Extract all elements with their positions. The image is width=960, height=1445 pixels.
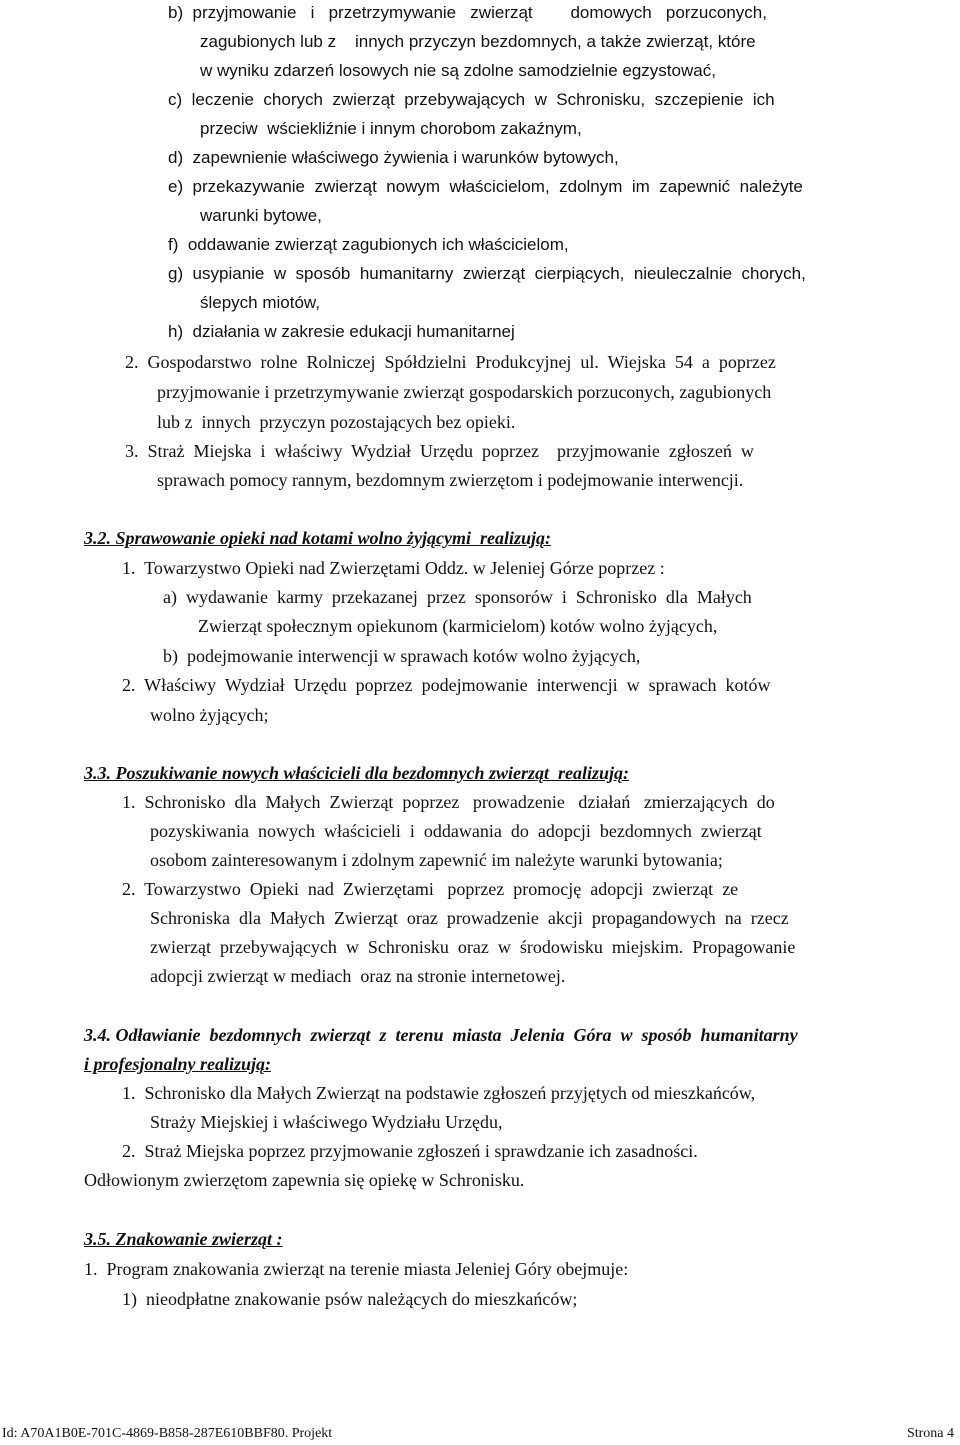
- section-3-5-item-1: 1. Program znakowania zwierząt na terenie miasta Jeleniej Góry obejmuje:: [84, 1259, 629, 1279]
- section-3-3-item-2: 2. Towarzystwo Opieki nad Zwierzętami poprzez promocję adopcji zwierząt ze: [122, 879, 739, 899]
- section-3-3-item-1-cont-1: pozyskiwania nowych właścicieli i oddawania do adopcji bezdomnych zwierząt: [150, 821, 762, 841]
- list-item-f: f) oddawanie zwierząt zagubionych ich właścicielom,: [168, 235, 569, 254]
- section-heading-3-2: 3.2. Sprawowanie opieki nad kotami wolno żyjącymi realizują:: [84, 528, 552, 548]
- paragraph-3: 3. Straż Miejska i właściwy Wydział Urzędu poprzez przyjmowanie zgłoszeń w: [125, 441, 754, 461]
- footer-page-number: Strona 4: [906, 1426, 954, 1441]
- section-3-3-item-1: 1. Schronisko dla Małych Zwierząt poprzez prowadzenie działań zmierzających do: [122, 792, 775, 812]
- section-heading-3-4-cont: i profesjonalny realizują:: [84, 1054, 272, 1074]
- section-3-2-item-2: 2. Właściwy Wydział Urzędu poprzez podejmowanie interwencji w sprawach kotów: [122, 675, 771, 695]
- section-3-2-item-b: b) podejmowanie interwencji w sprawach kotów wolno żyjących,: [163, 646, 641, 666]
- section-3-2-item-1: 1. Towarzystwo Opieki nad Zwierzętami Oddz. w Jeleniej Górze poprzez :: [122, 558, 665, 578]
- section-heading-3-5: 3.5. Znakowanie zwierząt :: [84, 1229, 283, 1249]
- section-3-4-item-1-cont: Straży Miejskiej i właściwego Wydziału Urzędu,: [150, 1112, 503, 1132]
- paragraph-2-cont-2: lub z innych przyczyn pozostających bez opieki.: [157, 412, 516, 432]
- list-item-g-cont: ślepych miotów,: [200, 293, 320, 312]
- list-item-d: d) zapewnienie właściwego żywienia i warunków bytowych,: [168, 148, 619, 167]
- section-heading-3-3: 3.3. Poszukiwanie nowych właścicieli dla bezdomnych zwierząt realizują:: [84, 763, 630, 783]
- section-3-4-item-2: 2. Straż Miejska poprzez przyjmowanie zgłoszeń i sprawdzanie ich zasadności.: [122, 1141, 698, 1161]
- section-3-3-item-2-cont-1: Schroniska dla Małych Zwierząt oraz prowadzenie akcji propagandowych na rzecz: [150, 908, 789, 928]
- section-3-3-item-1-cont-2: osobom zainteresowanym i zdolnym zapewnić im należyte warunki bytowania;: [150, 850, 723, 870]
- paragraph-2: 2. Gospodarstwo rolne Rolniczej Spółdzielni Produkcyjnej ul. Wiejska 54 a poprzez: [125, 352, 776, 372]
- list-item-g: g) usypianie w sposób humanitarny zwierząt cierpiących, nieuleczalnie chorych,: [168, 264, 806, 283]
- list-item-h: h) działania w zakresie edukacji humanitarnej: [168, 322, 515, 341]
- list-item-c: c) leczenie chorych zwierząt przebywających w Schronisku, szczepienie ich: [168, 90, 775, 109]
- section-3-3-item-2-cont-3: adopcji zwierząt w mediach oraz na stronie internetowej.: [150, 966, 566, 986]
- section-3-3-item-2-cont-2: zwierząt przebywających w Schronisku oraz w środowisku miejskim. Propagowanie: [150, 937, 796, 957]
- footer-document-id: Id: A70A1B0E-701C-4869-B858-287E610BBF80. Projekt: [2, 1426, 333, 1441]
- list-item-c-cont: przeciw wściekliźnie i innym chorobom zakaźnym,: [200, 119, 582, 138]
- section-heading-3-4: 3.4. Odławianie bezdomnych zwierząt z terenu miasta Jelenia Góra w sposób humanitarny: [84, 1025, 798, 1045]
- section-3-2-item-2-cont: wolno żyjących;: [150, 705, 269, 725]
- section-3-2-item-a: a) wydawanie karmy przekazanej przez sponsorów i Schronisko dla Małych: [163, 587, 752, 607]
- list-item-e: e) przekazywanie zwierząt nowym właścicielom, zdolnym im zapewnić należyte: [168, 177, 803, 196]
- paragraph-2-cont-1: przyjmowanie i przetrzymywanie zwierząt gospodarskich porzuconych, zagubionych: [157, 382, 772, 402]
- paragraph-3-cont: sprawach pomocy rannym, bezdomnym zwierzętom i podejmowanie interwencji.: [157, 470, 744, 490]
- section-3-2-item-a-cont: Zwierząt społecznym opiekunom (karmicielom) kotów wolno żyjących,: [198, 616, 718, 636]
- section-3-5-subitem-1: 1) nieodpłatne znakowanie psów należących do mieszkańców;: [122, 1289, 578, 1309]
- list-item-b-cont-1: zagubionych lub z innych przyczyn bezdomnych, a także zwierząt, które: [200, 32, 756, 51]
- list-item-b: b) przyjmowanie i przetrzymywanie zwierząt domowych porzuconych,: [168, 3, 767, 22]
- section-3-4-note: Odłowionym zwierzętom zapewnia się opiekę w Schronisku.: [84, 1170, 525, 1190]
- section-3-4-item-1: 1. Schronisko dla Małych Zwierząt na podstawie zgłoszeń przyjętych od mieszkańców,: [122, 1083, 756, 1103]
- list-item-e-cont: warunki bytowe,: [200, 206, 322, 225]
- list-item-b-cont-2: w wyniku zdarzeń losowych nie są zdolne samodzielnie egzystować,: [200, 61, 716, 80]
